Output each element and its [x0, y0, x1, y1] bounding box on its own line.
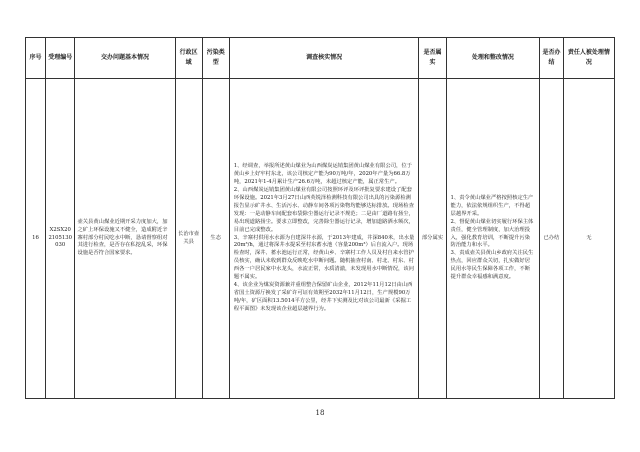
header-is-true: 是否属实	[419, 38, 446, 79]
handling-paragraph: 1、责令黄山煤业严格按照核定生产能力，依法依规组织生产，不得超层越界开采。	[450, 194, 534, 217]
header-seq: 序号	[26, 38, 46, 79]
cell-pollution-type: 生态	[202, 79, 229, 399]
cell-issue: 壶关县黄山煤业近期开采力度加大，加之矿上环保设施又不健全，造成附近辛寨村部分村民吃水中断，恳请督察组对其进行检查，是否存在私挖乱采，环保设施是否符合国家要求。	[75, 79, 175, 399]
cell-seq: 16	[26, 79, 46, 399]
cell-accountability: 无	[563, 79, 614, 399]
table-row	[26, 79, 615, 399]
header-handling: 处理和整改情况	[446, 38, 540, 79]
investigation-paragraph: 1、经调查，举报所述黄山煤业为山西煤炭运销集团黄山煤业有限公司，位于黄山乡上好牢村东北，该公司核定产能为90万吨/年，2020年产量为66.8万吨，2021年1-4月累计生产26.6万吨，未超过核定产能，属正常生产。	[233, 163, 412, 185]
cell-case-no: X2SX202105130030	[46, 79, 75, 399]
cell-admin-region: 长治市壶关县	[175, 79, 202, 399]
page-number: 18	[315, 409, 325, 417]
cell-is-true: 部分属实	[419, 79, 446, 399]
case-table	[25, 37, 615, 399]
handling-paragraph: 3、责成壶关县黄山乡政府关注民生热点，回应群众关切，扎实做好居民用水等民生保障各项工作，不断提升群众幸福感和满意度。	[450, 250, 534, 281]
header-is-closed: 是否办结	[540, 38, 564, 79]
cell-handling	[446, 79, 540, 399]
header-row	[26, 38, 615, 79]
header-case-no: 受理编号	[46, 38, 75, 79]
header-pollution-type: 污染类型	[202, 38, 229, 79]
investigation-paragraph: 4、该企业为煤炭资源兼并重组整合保留矿山企业，2012年11月12日由山西省国土资源厅换发了采矿许可证有效期至2032年11月12日，生产规模90万吨/年，矿区面积13.5014平方公里，经井下实测及比对该公司最新《采掘工程平面图》未发现该企业超层越界行为。	[233, 282, 413, 312]
investigation-paragraph: 2、山西煤炭运销集团黄山煤业有限公司按照环评及环评批复要求建设了配套环保设施。2021年3月27日山西英锐泽检测科技有限公司出具的污染源检测报告显示矿井水、生活污水、动静车间各项污染物均能够达标排放。现场检查发现：一是动静车间配套布袋除尘器运行记录不规范；二是由厂道路有扬尘，易出现道路扬尘。要求立即整改，完善除尘器运行记录，增加道路洒水频次，目前已完成整改。	[233, 186, 414, 233]
cell-is-closed: 已办结	[540, 79, 564, 399]
cell-investigation	[229, 79, 419, 399]
header-investigation: 调查核实情况	[229, 38, 419, 79]
header-admin-region: 行政区域	[175, 38, 202, 79]
investigation-paragraph: 3、辛寨村供用水水源为自建深井水源，于2013年建成，井深840米，出水量20m³/h，通过将深井水提采至村东蓄水池（容量200m³）后自流入户。现场检查时，深井、蓄水池运行正常，经黄山乡、辛寨村工作人员及村自来水管护员核实，确认未收到群众反映吃水中断问题。随机抽查村南、村北、村东、村西各一户居民家中水龙头，水流正常，水质清澈，未发现用水中断情况，该问题不属实。	[233, 234, 415, 281]
header-issue: 交办问题基本情况	[75, 38, 175, 79]
header-accountability: 责任人被处理情况	[563, 38, 614, 79]
handling-paragraph: 2、督促黄山煤业切实履行环保主体责任，健全管理制度，加大治理投入，强化教育培训，不断提升污染防治能力和水平。	[450, 218, 534, 249]
